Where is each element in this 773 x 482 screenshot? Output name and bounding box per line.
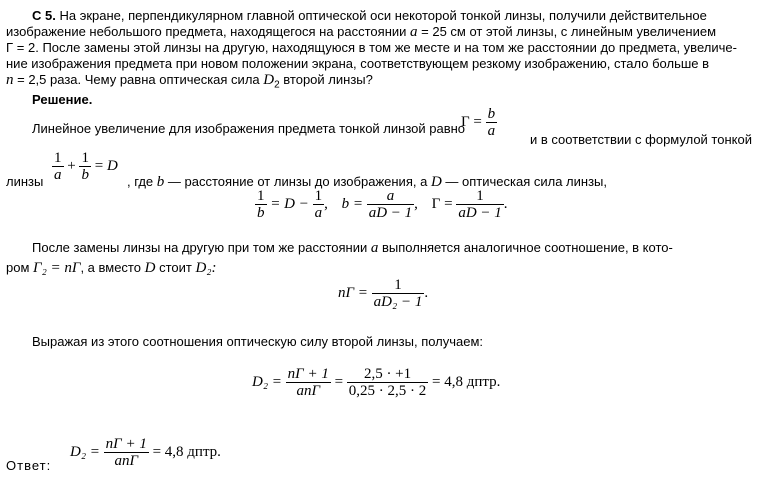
solution-heading: Решение.: [32, 92, 93, 107]
solution-p3: ром Γ₂ = nΓ, а вместо D стоит D₂:: [6, 260, 217, 276]
answer-formula: D₂ = $\frac{n\Gamma + 1}{\text{anΓ}}$ = 4,8 дптр.: [70, 436, 221, 469]
formula-gamma-b-over-a: Γ = $\frac{b}{a}$: [461, 106, 496, 139]
problem-label: С 5.: [32, 8, 56, 23]
problem-line-4: ние изображения предмета при новом положении экрана, соответствующем резкому изображению, стало больше в: [6, 56, 710, 71]
formula-n-gamma: nΓ = $\frac{1}{\text{aD₂ − 1}}$ .: [338, 277, 429, 310]
problem-line-5: n = 2,5 раза. Чему равна оптическая сила $D_2$ второй линзы?: [6, 72, 373, 91]
formula-thin-lens: $\frac{1}{a}$ + $\frac{1}{b}$ = D: [54, 150, 118, 183]
formula-d2-result: D₂ = $\frac{n\Gamma + 1}{\text{anΓ}}$ = $\frac{2,5 \cdot +1}{0,25 \cdot 2,5 \cdot 2}$ = 4,8 дптр.: [252, 366, 501, 399]
solution-where-line: линзы , где b — расстояние от линзы до изображения, а D — оптическая сила линзы,: [6, 174, 607, 190]
solution-p1-tail: и в соответствии с формулой тонкой: [530, 132, 752, 147]
problem-line-1: С 5. На экране, перпендикулярном главной оптической оси некоторой тонкой линзы, получили действительное: [32, 8, 707, 23]
answer-label: Ответ:: [6, 458, 52, 473]
solution-p1-text: Линейное увеличение для изображения предмета тонкой линзой равно: [32, 121, 466, 136]
problem-line-3: Γ = 2. После замены этой линзы на другую, находящуюся в том же месте и на том же расстоянии до предмета, увеличе-: [6, 40, 737, 55]
fraction-b-a: $\frac{b}{a}$: [487, 106, 496, 139]
solution-p2: После замены линзы на другую при том же расстоянии a выполняется аналогичное соотношение, в кото-: [32, 240, 673, 256]
solution-p4: Выражая из этого соотношения оптическую силу второй линзы, получаем:: [32, 334, 484, 349]
problem-line-2: изображение небольшого предмета, находящегося на расстоянии a = 25 см от этой линзы, с линейным увеличением: [6, 24, 717, 40]
formula-row-2: $\frac{1}{b}$ = D − $\frac{1}{a}$ , b = $\frac{a}{aD - 1}$ , Γ = $\frac{1}{aD - 1}$ .: [257, 188, 508, 221]
